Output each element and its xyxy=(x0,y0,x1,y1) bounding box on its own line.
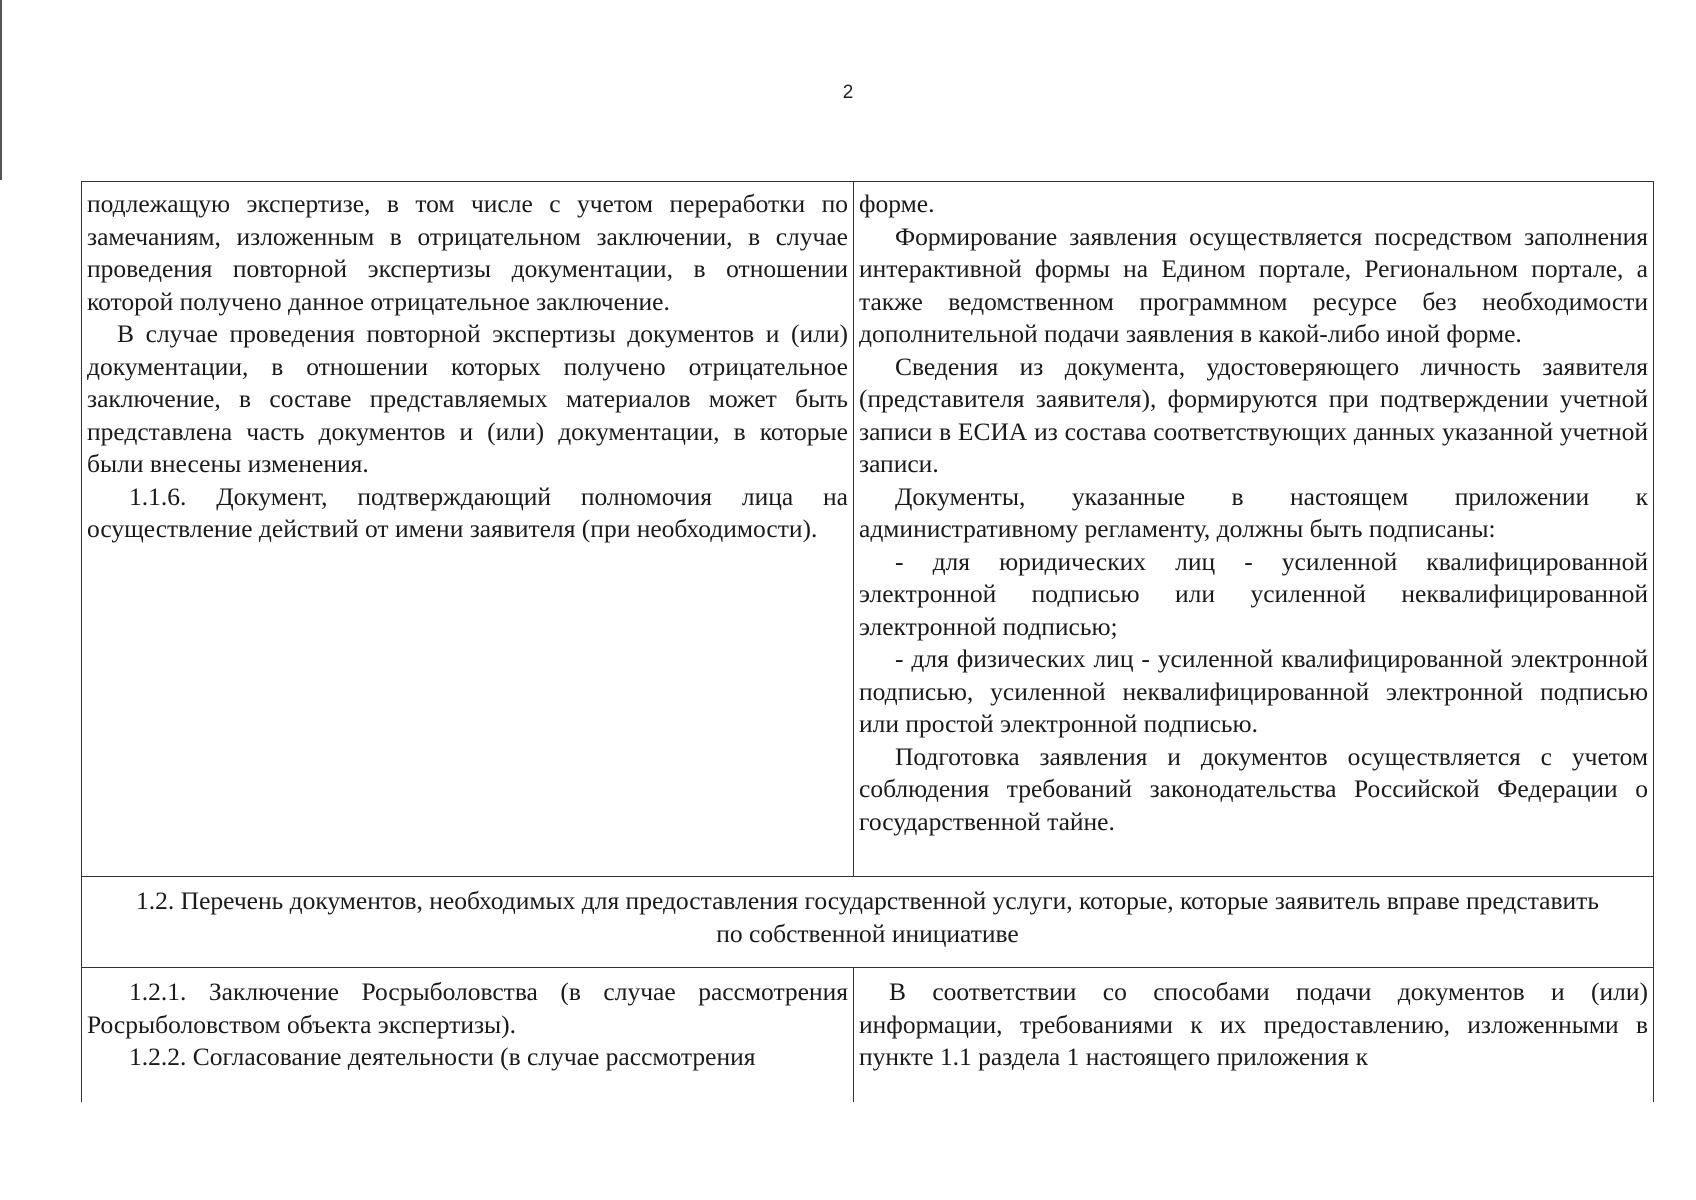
table-row xyxy=(82,877,1654,968)
page-number: 2 xyxy=(842,82,854,103)
paragraph: Формирование заявления осуществляется посредством заполнения интерактивной формы на Едином портале, Региональном портале, а также ведомственном программном ресурсе без необходимости дополнительной подачи заявления в какой-либо иной форме. xyxy=(859,221,1648,348)
paragraph: Сведения из документа, удостоверяющего личность заявителя (представителя заявителя), формируются при подтверждении учетной записи в ЕСИА из состава соответствующих данных указанной учетной записи. xyxy=(859,351,1648,478)
paragraph: подлежащую экспертизе, в том числе с учетом переработки по замечаниям, изложенным в отрицательном заключении, в случае проведения повторной экспертизы документации, в отношении которой получено данное отрицательное заключение. xyxy=(87,189,848,316)
section-heading: 1.2. Перечень документов, необходимых для предоставления государственной услуги, которые, которые заявитель вправе представить по собственной инициативе xyxy=(82,877,1654,968)
table-row xyxy=(82,182,1654,877)
paragraph: форме. xyxy=(859,189,935,218)
paragraph: 1.2.2. Согласование деятельности (в случае рассмотрения xyxy=(129,1042,756,1071)
table-cell-right xyxy=(854,182,1654,877)
paragraph: 1.2.1. Заключение Росрыболовства (в случае рассмотрения Росрыболовством объекта экспертизы). xyxy=(87,977,848,1039)
requirements-table xyxy=(81,181,1654,1102)
paragraph: Подготовка заявления и документов осуществляется с учетом соблюдения требований законодательства Российской Федерации о государственной тайне. xyxy=(859,741,1648,836)
paragraph: - для юридических лиц - усиленной квалифицированной электронной подписью или усиленной неквалифицированной электронной подписью; xyxy=(859,546,1648,641)
paragraph: Документы, указанные в настоящем приложении к административному регламенту, должны быть подписаны: xyxy=(859,481,1648,543)
table-row xyxy=(82,968,1654,1103)
paragraph: В соответствии со способами подачи документов и (или) информации, требованиями к их предоставлению, изложенными в пункте 1.1 раздела 1 настоящего приложения к xyxy=(859,977,1648,1071)
table-cell-left xyxy=(82,968,854,1103)
paragraph: В случае проведения повторной экспертизы документов и (или) документации, в отношении которых получено отрицательное заключение, в составе представляемых материалов может быть представлена часть документов и (или) документации, в которые были внесены изменения. xyxy=(87,319,848,478)
table-cell-right xyxy=(854,968,1654,1103)
table-cell-left xyxy=(82,182,854,877)
paragraph: 1.1.6. Документ, подтверждающий полномочия лица на осуществление действий от имени заявителя (при необходимости). xyxy=(87,481,848,543)
paragraph: - для физических лиц - усиленной квалифицированной электронной подписью, усиленной неквалифицированной электронной подписью или простой электронной подписью. xyxy=(859,644,1648,738)
